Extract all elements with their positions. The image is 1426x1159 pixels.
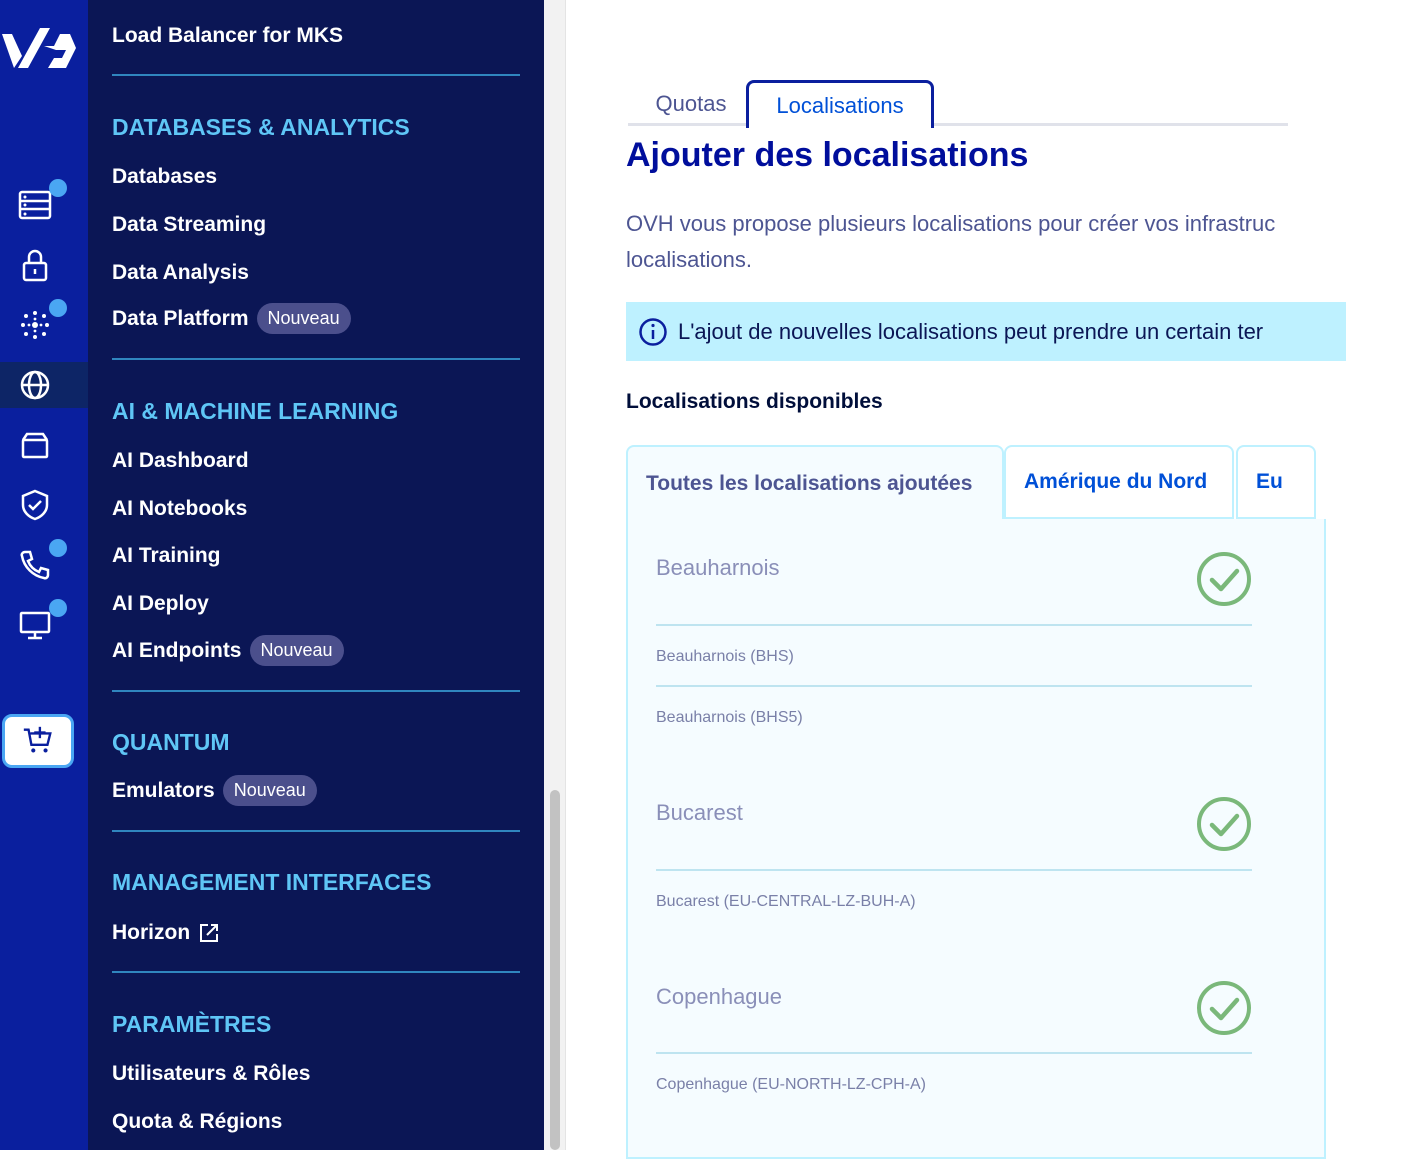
- nav-heading-ai: AI & MACHINE LEARNING: [112, 398, 399, 424]
- tab-europe[interactable]: Eu: [1236, 445, 1316, 519]
- location-city: Copenhague: [656, 984, 783, 1009]
- nav-item-users-roles[interactable]: Utilisateurs & Rôles: [112, 1062, 311, 1085]
- tab-north-america[interactable]: Amérique du Nord: [1004, 445, 1234, 519]
- tab-all-added-locations[interactable]: Toutes les localisations ajoutées: [626, 445, 1004, 521]
- nav-item-quota-regions[interactable]: Quota & Régions: [112, 1110, 283, 1133]
- location-region[interactable]: Beauharnois (BHS5): [656, 709, 803, 726]
- info-banner: [626, 302, 1346, 361]
- new-badge: Nouveau: [250, 635, 344, 666]
- nav-divider: [112, 971, 520, 973]
- info-icon: [638, 317, 668, 347]
- notification-dot: [49, 599, 67, 617]
- location-city: Bucarest: [656, 800, 743, 825]
- nav-item-ai-endpoints[interactable]: AI Endpoints Nouveau: [112, 635, 344, 666]
- location-divider: [656, 624, 1252, 626]
- location-region[interactable]: Copenhague (EU-NORTH-LZ-CPH-A): [656, 1076, 926, 1093]
- ovh-logo-icon[interactable]: [0, 20, 80, 80]
- check-circle-icon: [1196, 796, 1252, 852]
- shield-check-icon[interactable]: [12, 482, 58, 528]
- tab-localisations[interactable]: Localisations: [746, 80, 934, 128]
- nav-item-databases[interactable]: Databases: [112, 165, 218, 188]
- nav-scrollbar-track: [544, 0, 566, 1150]
- notification-dot: [49, 179, 67, 197]
- nav-heading-management: MANAGEMENT INTERFACES: [112, 869, 432, 895]
- notification-dot: [49, 539, 67, 557]
- nav-heading-parametres: PARAMÈTRES: [112, 1011, 272, 1037]
- storage-box-icon[interactable]: [12, 422, 58, 468]
- tab-quotas[interactable]: Quotas: [655, 91, 727, 116]
- nav-item-ai-notebooks[interactable]: AI Notebooks: [112, 497, 248, 520]
- notification-dot: [49, 299, 67, 317]
- nav-divider: [112, 690, 520, 692]
- icon-rail: [0, 0, 88, 1150]
- cart-add-button[interactable]: [2, 714, 74, 768]
- location-divider: [656, 869, 1252, 871]
- nav-heading-quantum: QUANTUM: [112, 729, 230, 755]
- main-content: [566, 0, 1283, 1150]
- location-region[interactable]: Beauharnois (BHS): [656, 648, 794, 665]
- nav-item-data-streaming[interactable]: Data Streaming: [112, 213, 267, 236]
- new-badge: Nouveau: [257, 303, 351, 334]
- location-region[interactable]: Bucarest (EU-CENTRAL-LZ-BUH-A): [656, 893, 916, 910]
- navigation-panel: [88, 0, 544, 1150]
- lock-icon[interactable]: [12, 242, 58, 288]
- globe-icon[interactable]: [12, 362, 58, 408]
- cart-add-icon: [21, 724, 55, 758]
- nav-item-emulators[interactable]: Emulators Nouveau: [112, 775, 317, 806]
- info-banner-text: L'ajout de nouvelles localisations peut prendre un certain ter: [678, 318, 1264, 344]
- nav-item-ai-dashboard[interactable]: AI Dashboard: [112, 449, 249, 472]
- nav-item-horizon[interactable]: Horizon: [112, 921, 220, 945]
- nav-divider: [112, 358, 520, 360]
- nav-item-load-balancer[interactable]: Load Balancer for MKS: [112, 24, 344, 47]
- nav-divider: [112, 74, 520, 76]
- nav-scrollbar-thumb[interactable]: [550, 790, 560, 1150]
- page-title: Ajouter des localisations: [626, 136, 1029, 174]
- location-divider: [656, 1052, 1252, 1054]
- check-circle-icon: [1196, 980, 1252, 1036]
- section-title: Localisations disponibles: [626, 390, 883, 413]
- nav-item-ai-deploy[interactable]: AI Deploy: [112, 592, 209, 615]
- external-link-icon: [198, 922, 220, 944]
- location-divider: [656, 685, 1252, 687]
- page-description: OVH vous propose plusieurs localisations pour créer vos infrastruc localisations.: [626, 211, 1276, 272]
- check-circle-icon: [1196, 551, 1252, 607]
- nav-item-ai-training[interactable]: AI Training: [112, 544, 221, 567]
- nav-divider: [112, 830, 520, 832]
- nav-item-data-platform[interactable]: Data Platform Nouveau: [112, 303, 351, 334]
- new-badge: Nouveau: [223, 775, 317, 806]
- nav-heading-databases: DATABASES & ANALYTICS: [112, 114, 410, 140]
- location-city: Beauharnois: [656, 555, 780, 580]
- nav-item-data-analysis[interactable]: Data Analysis: [112, 261, 249, 284]
